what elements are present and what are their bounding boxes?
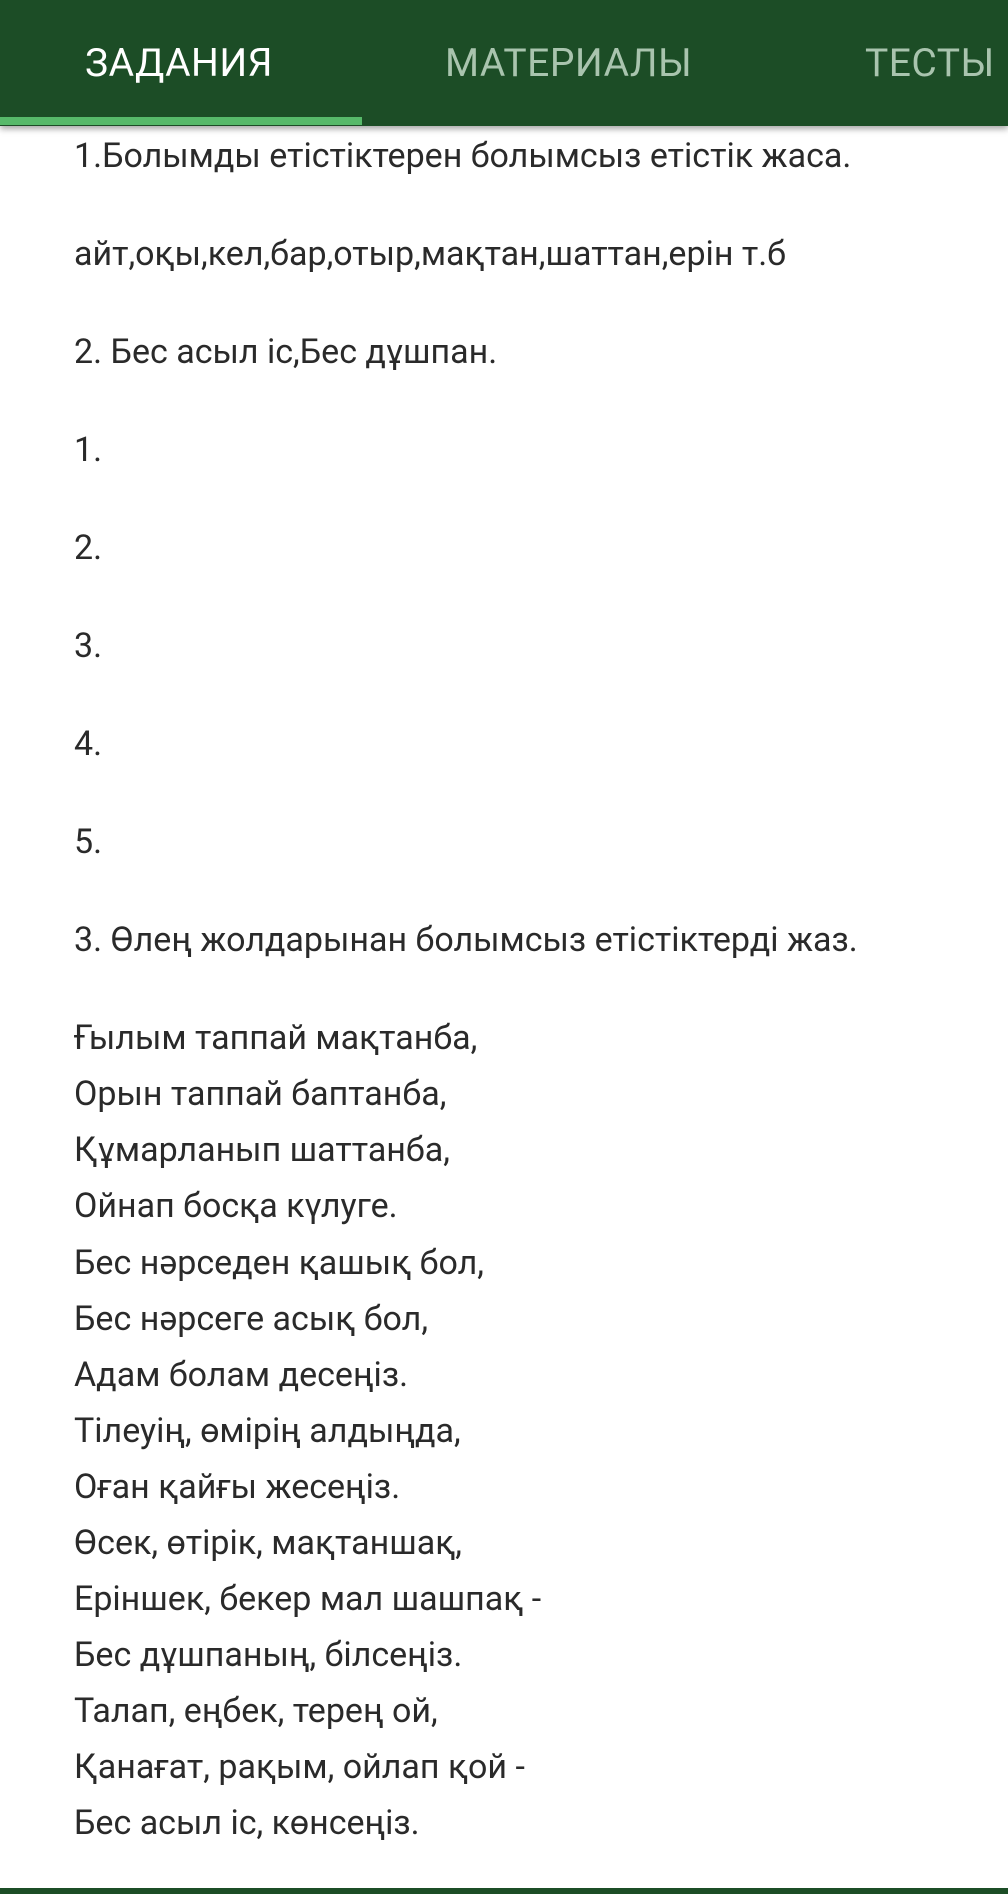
task2-title: 2. Бес асыл іс,Бес дұшпан. — [74, 332, 498, 372]
poem-line: Ғылым таппай мақтанба, — [74, 1018, 478, 1058]
tab-testy[interactable]: ТЕСТЫ — [865, 40, 995, 86]
poem-line: Адам болам десеңіз. — [74, 1355, 409, 1395]
poem-line: Бес нәрсеге асық бол, — [74, 1299, 429, 1339]
task1-title: 1.Болымды етістіктерен болымсыз етістік жаса. — [74, 136, 852, 176]
tab-materialy[interactable]: МАТЕРИАЛЫ — [445, 40, 693, 86]
poem-line: Өсек, өтірік, мақтаншақ, — [74, 1523, 462, 1563]
poem-line: Бес нәрседен қашық бол, — [74, 1243, 484, 1283]
poem-line: Бес асыл іс, көнсеңіз. — [74, 1803, 420, 1843]
tab-zadaniya[interactable]: ЗАДАНИЯ — [85, 40, 274, 86]
task2-item: 5. — [74, 822, 103, 862]
poem-line: Ойнап босқа күлуге. — [74, 1186, 398, 1226]
poem-line: Құмарланып шаттанба, — [74, 1130, 450, 1170]
poem-line: Тілеуің, өмірің алдыңда, — [74, 1411, 461, 1451]
poem-line: Еріншек, бекер мал шашпақ - — [74, 1579, 542, 1619]
task2-item: 1. — [74, 430, 103, 470]
task3-title: 3. Өлең жолдарынан болымсыз етістіктерді жаз. — [74, 920, 858, 960]
poem-line: Бес дұшпаның, білсеңіз. — [74, 1635, 463, 1675]
task2-item: 4. — [74, 724, 103, 764]
task2-item: 2. — [74, 528, 103, 568]
poem-line: Орын таппай баптанба, — [74, 1074, 447, 1114]
poem-line: Талап, еңбек, терең ой, — [74, 1691, 438, 1731]
bottom-bar — [0, 1888, 1008, 1894]
task2-item: 3. — [74, 626, 103, 666]
tab-bar — [0, 0, 1008, 126]
poem-line: Қанағат, рақым, ойлап қой - — [74, 1747, 525, 1787]
task1-words: айт,оқы,кел,бар,отыр,мақтан,шаттан,ерін т.б — [74, 234, 786, 274]
active-tab-indicator — [0, 117, 362, 125]
poem-line: Оған қайғы жесеңіз. — [74, 1467, 401, 1507]
